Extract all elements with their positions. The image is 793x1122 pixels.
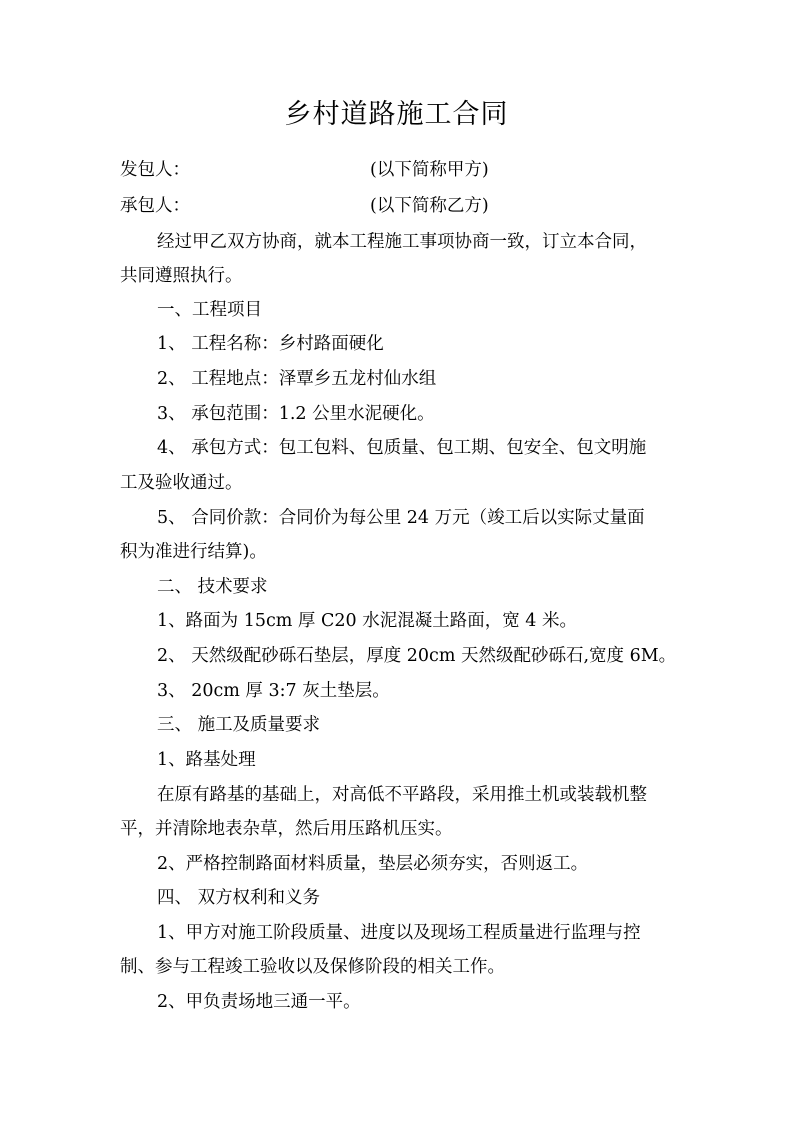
party-b-line: [120, 194, 680, 218]
section3-item: 1、路基处理: [157, 750, 256, 770]
section3-item: 在原有路基的基础上，对高低不平路段，采用推土机或装载机整: [157, 785, 647, 805]
section3-item-continued: 平，并清除地表杂草，然后用压路机压实。: [120, 819, 453, 839]
document-title: 乡村道路施工合同: [284, 99, 509, 130]
section2-heading: 二、 技术要求: [157, 577, 268, 597]
party-b-label: 承包人：: [120, 196, 190, 216]
section3-heading: 三、 施工及质量要求: [157, 715, 321, 735]
party-a-label: 发包人：: [120, 160, 190, 180]
section2-item: 1、路面为 15cm 厚 C20 水泥混凝土路面，宽 4 米。: [157, 611, 577, 631]
section1-item: 2、 工程地点：泽覃乡五龙村仙水组: [157, 369, 437, 389]
section1-item: 1、 工程名称：乡村路面硬化: [157, 334, 384, 354]
section1-item: 3、 承包范围：1.2 公里水泥硬化。: [157, 404, 435, 424]
section1-item-continued: 工及验收通过。: [120, 473, 243, 493]
party-a-note: (以下简称甲方): [370, 160, 489, 180]
section4-item-continued: 制、参与工程竣工验收以及保修阶段的相关工作。: [120, 957, 505, 977]
party-b-note: (以下简称乙方): [370, 196, 489, 216]
intro-line-1: 经过甲乙双方协商，就本工程施工事项协商一致，订立本合同，: [157, 232, 647, 252]
section1-heading: 一、工程项目: [157, 300, 262, 320]
section2-item: 3、 20cm 厚 3:7 灰土垫层。: [157, 681, 390, 701]
section2-item: 2、 天然级配砂砾石垫层，厚度 20cm 天然级配砂砾石,宽度 6M。: [157, 646, 677, 666]
section1-item: 5、 合同价款：合同价为每公里 24 万元（竣工后以实际丈量面: [157, 508, 645, 528]
intro-line-2: 共同遵照执行。: [120, 266, 243, 286]
section4-item: 1、甲方对施工阶段质量、进度以及现场工程质量进行监理与控: [157, 923, 641, 943]
section4-item: 2、甲负责场地三通一平。: [157, 992, 361, 1012]
section4-heading: 四、 双方权利和义务: [157, 888, 321, 908]
party-a-line: [120, 158, 680, 182]
section3-item: 2、严格控制路面材料质量，垫层必须夯实，否则返工。: [157, 854, 589, 874]
section1-item: 4、 承包方式：包工包料、包质量、包工期、包安全、包文明施: [157, 438, 647, 458]
section1-item-continued: 积为准进行结算)。: [120, 542, 267, 562]
